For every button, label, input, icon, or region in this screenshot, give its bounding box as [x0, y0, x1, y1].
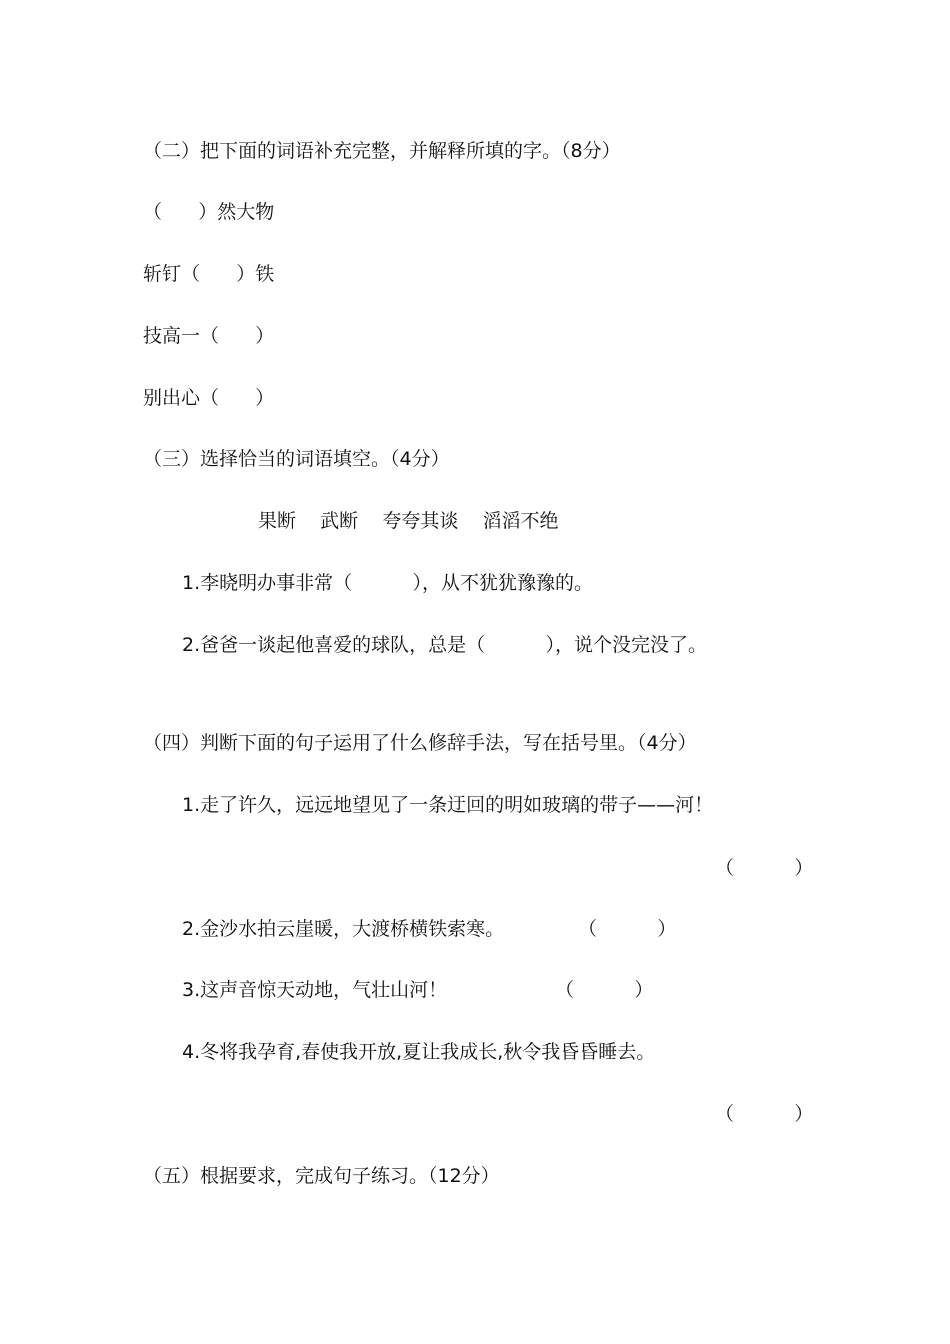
fill-question-2: 2.爸爸一谈起他喜爱的球队，总是（ ），说个没完没了。 — [182, 634, 708, 656]
section-5-title: （五）根据要求，完成句子练习。（12分） — [143, 1165, 500, 1187]
idiom-item-1: （ ）然大物 — [143, 201, 275, 223]
rhetoric-question-1: 1.走了许久，远远地望见了一条迂回的明如玻璃的带子——河！ — [182, 794, 714, 816]
rhetoric-question-2: 2.金沙水拍云崖暖，大渡桥横铁索寒。 — [182, 918, 505, 940]
idiom-item-2: 斩钉（ ）铁 — [143, 263, 275, 285]
section-4-title: （四）判断下面的句子运用了什么修辞手法，写在括号里。（4分） — [143, 732, 697, 754]
word-bank: 果断 武断 夸夸其谈 滔滔不绝 — [258, 510, 559, 532]
rhetoric-answer-1: （ ） — [715, 857, 814, 879]
rhetoric-answer-3: （ ） — [555, 979, 654, 1001]
idiom-item-4: 别出心（ ） — [143, 387, 275, 409]
fill-question-1: 1.李晓明办事非常（ ），从不犹犹豫豫的。 — [182, 572, 594, 594]
rhetoric-answer-4: （ ） — [715, 1103, 814, 1125]
rhetoric-question-4: 4.冬将我孕育,春使我开放,夏让我成长,秋令我昏昏睡去。 — [182, 1041, 656, 1063]
section-3-title: （三）选择恰当的词语填空。（4分） — [143, 448, 450, 470]
rhetoric-question-3: 3.这声音惊天动地，气壮山河！ — [182, 979, 448, 1001]
section-2-title: （二）把下面的词语补充完整，并解释所填的字。（8分） — [143, 140, 621, 162]
rhetoric-answer-2: （ ） — [578, 918, 677, 940]
idiom-item-3: 技高一（ ） — [143, 325, 275, 347]
